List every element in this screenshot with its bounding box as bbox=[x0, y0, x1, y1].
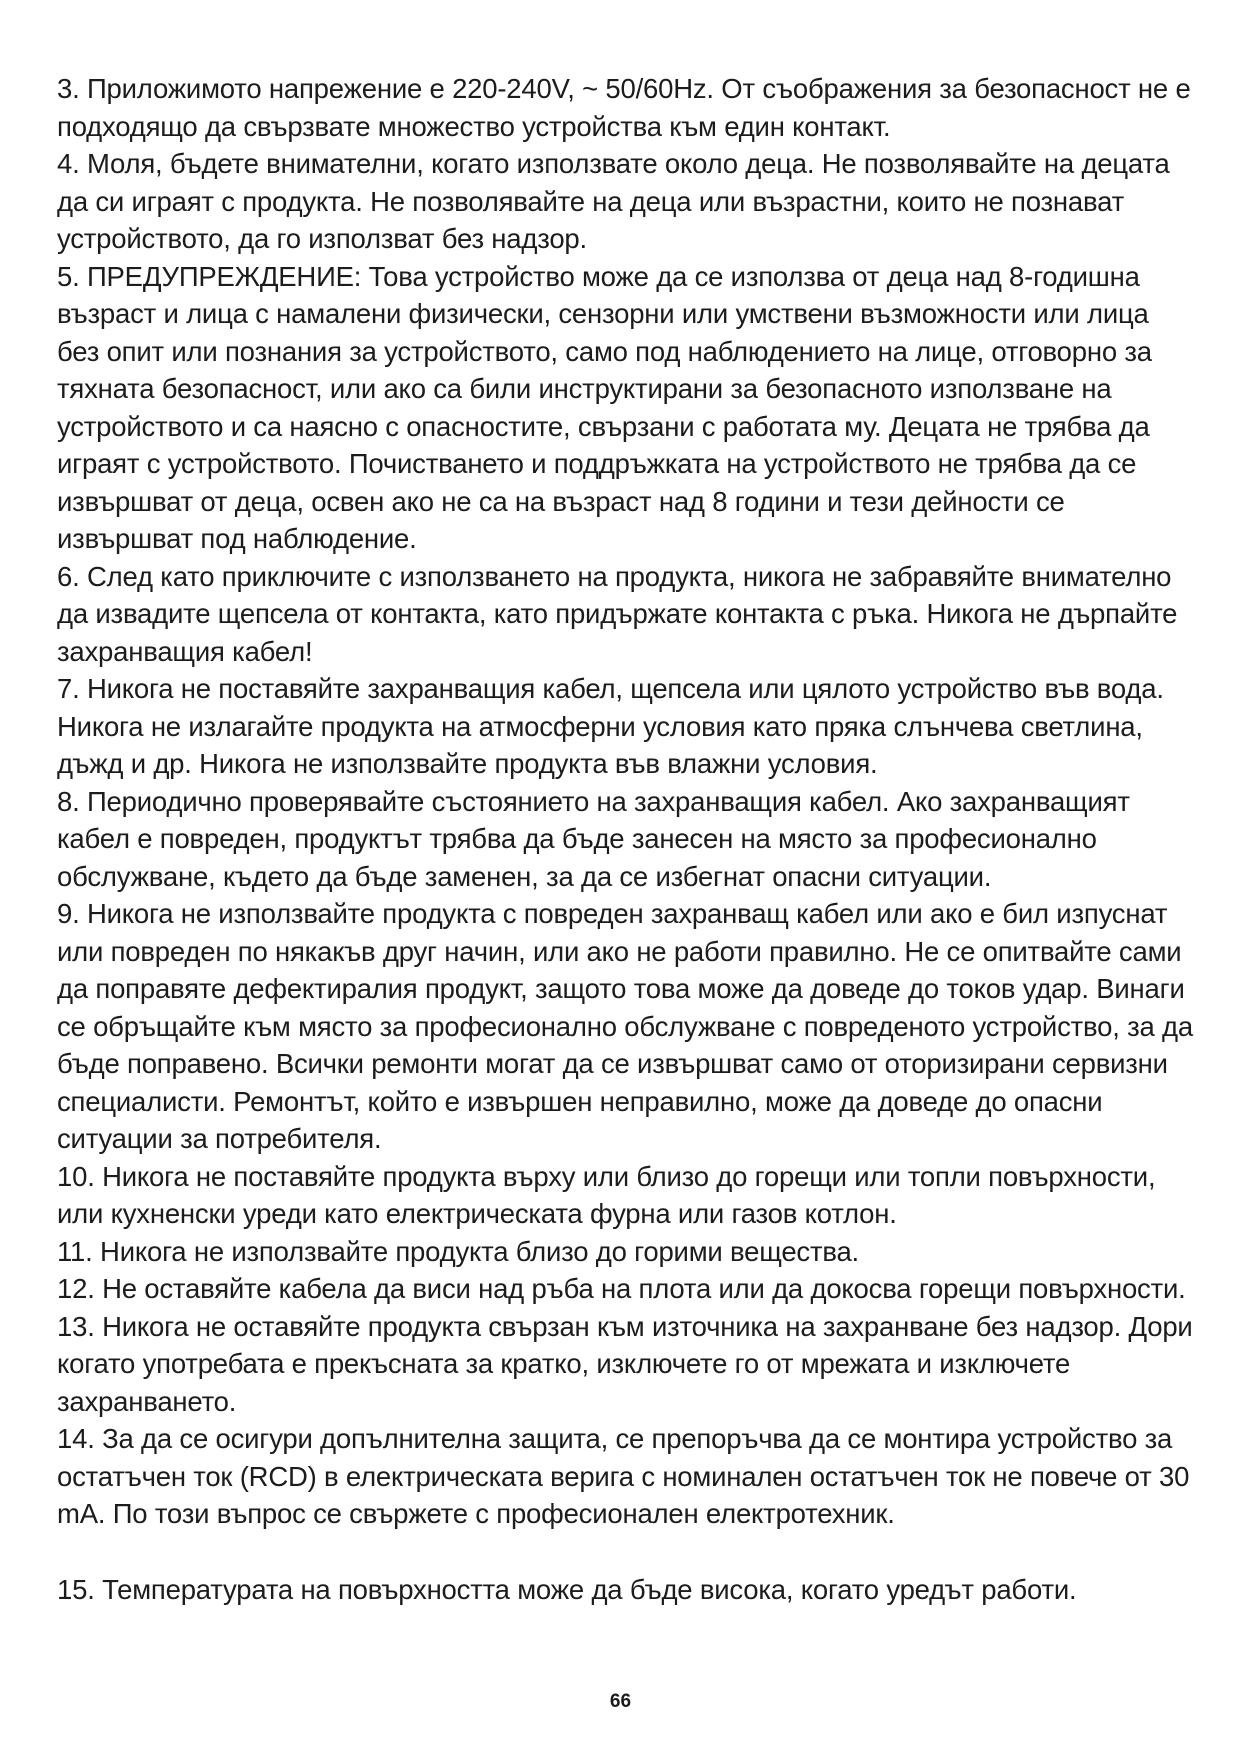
manual-page-body bbox=[57, 70, 1197, 1608]
instruction-item-10: 10. Никога не поставяйте продукта върху или близо до горещи или топли повърхности, или кухненски уреди като електрическата фурна или газов котлон. bbox=[57, 1160, 1156, 1229]
instruction-item-13: 13. Никога не оставяйте продукта свързан към източника на захранване без надзор. Дори когато употребата е прекъсната за кратко, изключете го от мрежата и изключете захранването. bbox=[57, 1310, 1193, 1417]
instruction-item-15: 15. Температурата на повърхността може да бъде висока, когато уредът работи. bbox=[57, 1573, 1077, 1605]
instruction-item-11: 11. Никога не използвайте продукта близо до горими вещества. bbox=[57, 1235, 859, 1267]
page-number: 66 bbox=[609, 1691, 632, 1712]
instruction-item-9: 9. Никога не използвайте продукта с повреден захранващ кабел или ако е бил изпуснат или повреден по някакъв друг начин, или ако не работи правилно. Не се опитвайте сами да поправяте дефектиралия продукт, защото това може да доведе до токов удар. Винаги се обръщайте към място за професионално обслужване с повреденото устройство, за да бъде поправено. Всички ремонти могат да се извършват само от оторизирани сервизни специалисти. Ремонтът, който е извършен неправилно, може да доведе до опасни ситуации за потребителя. bbox=[57, 898, 1193, 1154]
instruction-item-3: 3. Приложимото напрежение е 220-240V, ~ 50/60Hz. От съображения за безопасност не е подходящо да свързвате множество устройства към един контакт. bbox=[57, 73, 1191, 142]
instruction-item-5-warning: 5. ПРЕДУПРЕЖДЕНИЕ: Това устройство може да се използва от деца над 8-годишна възраст и лица с намалени физически, сензорни или умствени възможности или лица без опит или познания за устройството, само под наблюдението на лице, отговорно за тяхната безопасност, или ако са били инструктирани за безопасното използване на устройството и са наясно с опасностите, свързани с работата му. Децата не трябва да играят с устройството. Почистването и поддръжката на устройството не трябва да се извършват от деца, освен ако не са на възраст над 8 години и тези дейности се извършват под наблюдение. bbox=[57, 260, 1152, 554]
paragraph-spacer bbox=[57, 1533, 1197, 1571]
instruction-item-14: 14. За да се осигури допълнителна защита, се препоръчва да се монтира устройство за остатъчен ток (RCD) в електрическата верига с номинален остатъчен ток не повече от 30 mA. По този въпрос се свържете с професионален електротехник. bbox=[57, 1423, 1190, 1529]
instruction-item-4: 4. Моля, бъдете внимателни, когато използвате около деца. Не позволявайте на децата да си играят с продукта. Не позволявайте на деца или възрастни, които не познават устройството, да го използват без надзор. bbox=[57, 148, 1170, 254]
instruction-item-7: 7. Никога не поставяйте захранващия кабел, щепсела или цялото устройство във вода. Никога не излагайте продукта на атмосферни условия като пряка слънчева светлина, дъжд и др. Никога не използвайте продукта във влажни условия. bbox=[57, 673, 1164, 779]
instruction-item-12: 12. Не оставяйте кабела да виси над ръба на плота или да докосва горещи повърхности. bbox=[57, 1273, 1186, 1304]
instruction-item-6: 6. След като приключите с използването на продукта, никога не забравяйте внимателно да извадите щепсела от контакта, като придържате контакта с ръка. Никога не дърпайте захранващия кабел! bbox=[57, 560, 1178, 667]
instruction-item-8: 8. Периодично проверявайте състоянието на захранващия кабел. Ако захранващият кабел е повреден, продуктът трябва да бъде занесен на място за професионално обслужване, където да бъде заменен, за да се избегнат опасни ситуации. bbox=[57, 785, 1130, 892]
